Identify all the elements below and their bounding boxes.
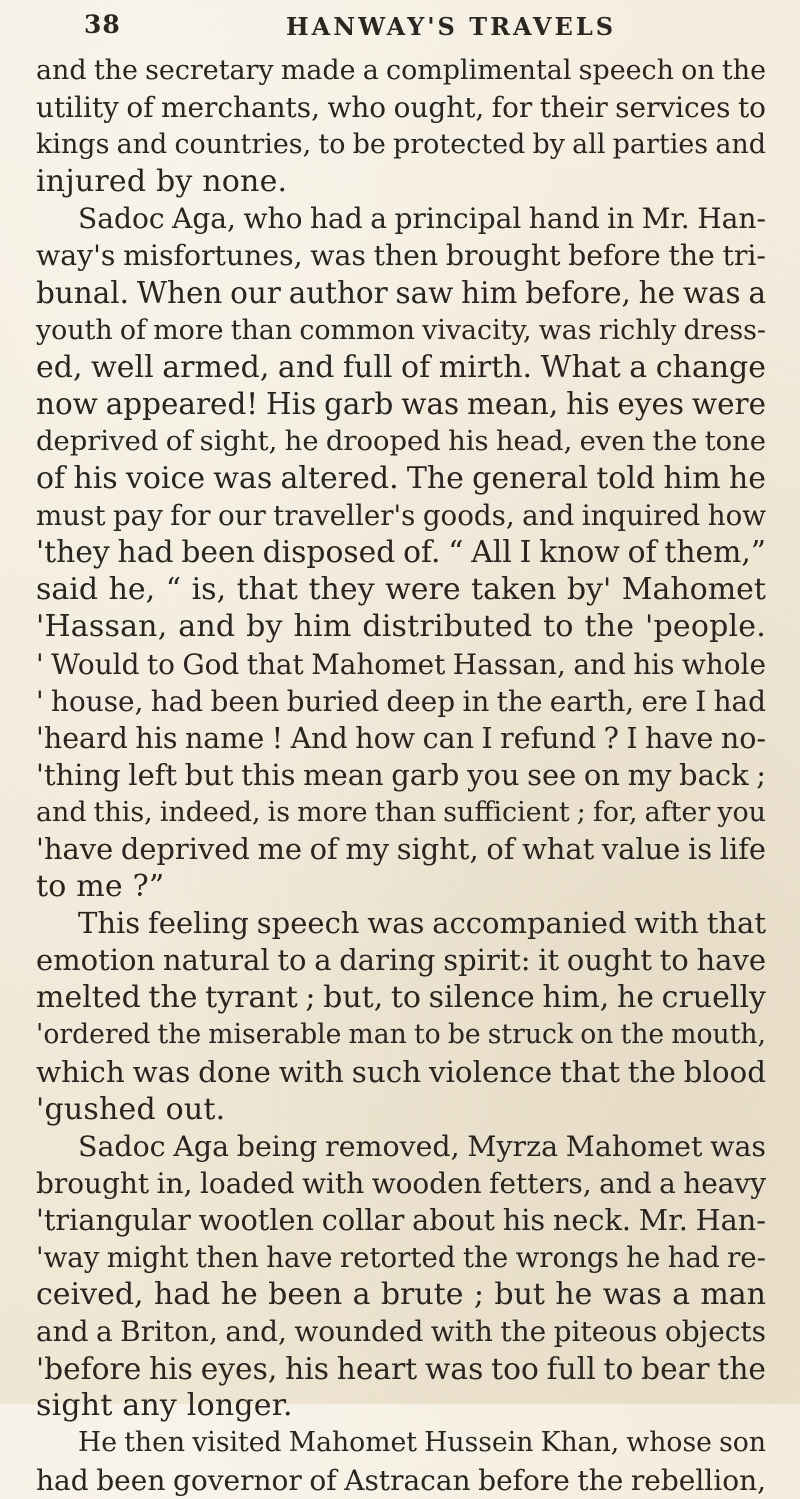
text-line: 'gushed out.	[36, 1091, 226, 1127]
text-line: Sadoc Aga, who had a principal hand in Mr. Han-	[78, 202, 766, 236]
text-line: Sadoc Aga being removed, Myrza Mahomet was	[78, 1129, 766, 1163]
text-line: way's misfortunes, was then brought before the tri-	[36, 239, 766, 273]
text-line: 'before his eyes, his heart was too full to bear the	[36, 1351, 766, 1387]
text-line: ' house, had been buried deep in the earth, ere I had	[36, 684, 766, 718]
text-line: brought in, loaded with wooden fetters, and a heavy	[36, 1166, 766, 1200]
text-line: ' Would to God that Mahomet Hassan, and his whole	[36, 647, 766, 681]
text-line: kings and countries, to be protected by all parties and	[36, 129, 766, 161]
text-line: 'heard his name ! And how can I refund ? I have no-	[36, 721, 766, 755]
page-number: 38	[84, 10, 121, 39]
text-line: ceived, had he been a brute ; but he was a man	[36, 1277, 766, 1313]
text-line: He then visited Mahomet Hussein Khan, whose son	[78, 1427, 766, 1459]
text-line: and a Briton, and, wounded with the piteous objects	[36, 1315, 766, 1349]
text-line: emotion natural to a daring spirit: it ought to have	[36, 943, 766, 978]
text-line: had been governor of Astracan before the rebellion,	[36, 1463, 766, 1497]
text-line: 'way might then have retorted the wrongs he had re-	[36, 1241, 766, 1274]
text-line: ed, well armed, and full of mirth. What a change	[36, 349, 766, 385]
text-line: utility of merchants, who ought, for their services to	[36, 91, 766, 125]
text-line: This feeling speech was accompanied with that	[78, 906, 766, 941]
text-line: 'have deprived me of my sight, of what value is life	[36, 831, 766, 866]
text-line: of his voice was altered. The general told him he	[36, 461, 766, 497]
text-line: melted the tyrant ; but, to silence him, he cruelly	[36, 980, 766, 1016]
body-text	[36, 52, 766, 1499]
text-line: now appeared! His garb was mean, his eyes were	[36, 386, 766, 421]
text-line: injured by none.	[36, 164, 288, 200]
text-line: said he, “ is, that they were taken by' Mahomet	[36, 572, 766, 608]
text-line: 'they had been disposed of. “ All I know of them,”	[36, 535, 766, 571]
text-line: 'Hassan, and by him distributed to the 'people.	[36, 609, 766, 645]
text-line: and the secretary made a complimental speech on the	[36, 55, 766, 86]
text-line: 'ordered the miserable man to be struck on the mouth,	[36, 1019, 766, 1051]
text-line: which was done with such violence that the blood	[36, 1054, 766, 1089]
text-line: and this, indeed, is more than sufficient ; for, after you	[36, 796, 766, 828]
running-head	[36, 8, 766, 52]
text-line: sight any longer.	[36, 1388, 293, 1424]
text-line: bunal. When our author saw him before, he was a	[36, 275, 766, 310]
text-line: deprived of sight, he drooped his head, even the tone	[36, 425, 766, 457]
text-line: must pay for our traveller's goods, and inquired how	[36, 499, 766, 533]
running-title: HANWAY'S TRAVELS	[286, 12, 617, 41]
text-line: 'triangular wootlen collar about his neck. Mr. Han-	[36, 1202, 766, 1237]
text-line: youth of more than common vivacity, was richly dress-	[36, 314, 766, 346]
text-line: to me ?”	[36, 869, 165, 905]
text-line: 'thing left but this mean garb you see on my back ;	[36, 757, 766, 792]
